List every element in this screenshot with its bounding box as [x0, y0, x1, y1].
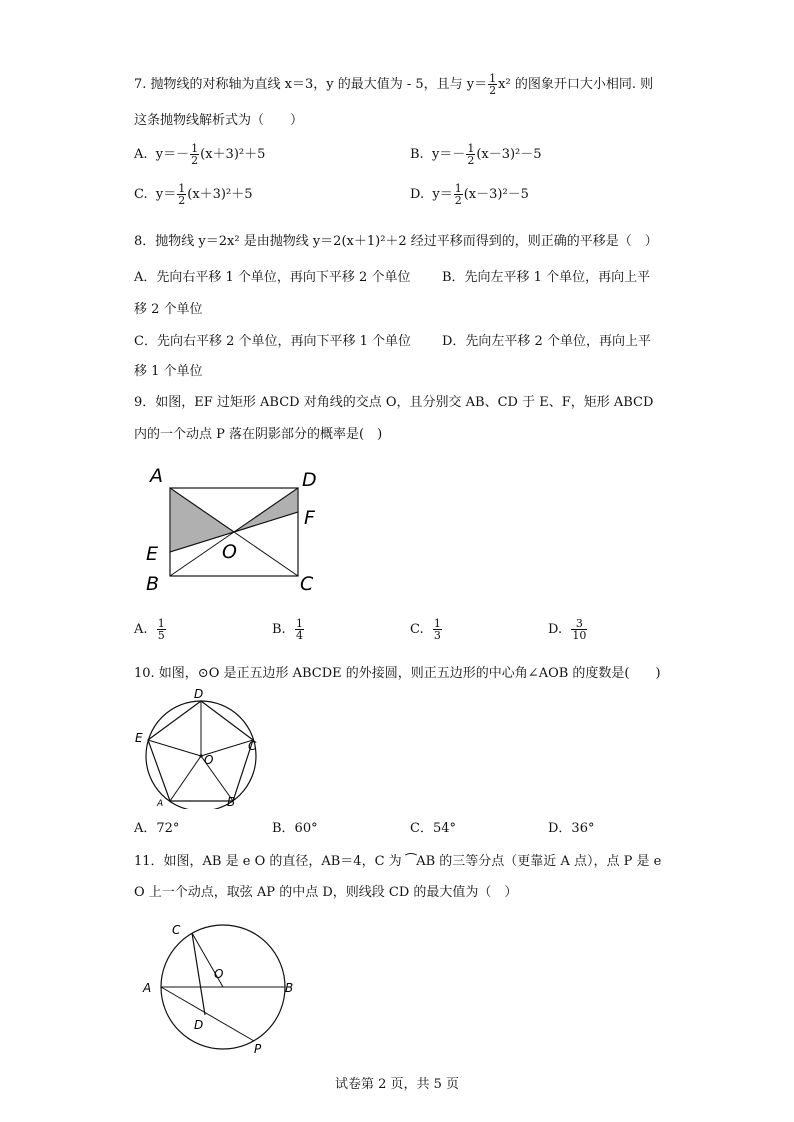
- q7-option-c: C. y＝ $\frac{1}{2}$ (x＋3)²＋5: [134, 182, 253, 207]
- label-p: P: [254, 1042, 262, 1056]
- q9-stem-line1: 9．如图，EF 过矩形 ABCD 对角线的交点 O，且分别交 AB、CD 于 E、F，矩形 ABCD: [134, 395, 654, 410]
- q9-option-b: B. $\frac{1}{4}$: [272, 617, 303, 642]
- label-e: E: [135, 731, 143, 745]
- label-o: O: [222, 541, 237, 563]
- q10-option-c: C．54°: [410, 821, 456, 836]
- label-d: D: [302, 469, 317, 491]
- chord-ap: [161, 987, 254, 1041]
- q10-stem: 10. 如图，⊙O 是正五边形 ABCDE 的外接圆，则正五边形的中心角∠AOB 的度数是( ): [134, 666, 661, 681]
- q10-option-d: D．36°: [548, 821, 595, 836]
- q8-stem: 8．抛物线 y＝2x² 是由抛物线 y＝2(x＋1)²＋2 经过平移而得到的，则正确的平移是（ ）: [134, 234, 658, 249]
- label-c: C: [172, 923, 181, 937]
- label-a: A: [143, 981, 152, 995]
- q9-rectangle-figure: [140, 460, 340, 600]
- q7-option-b: B. y＝－ $\frac{1}{2}$ (x－3)²－5: [410, 142, 542, 167]
- label-c: C: [248, 739, 257, 753]
- q11-circle-figure: [135, 915, 305, 1060]
- q7-stem-line2: 这条抛物线解析式为（ ）: [134, 113, 304, 128]
- label-b: B: [285, 981, 294, 995]
- label-b: B: [227, 795, 236, 809]
- label-f: F: [304, 507, 315, 529]
- page-footer: 试卷第 2 页，共 5 页: [334, 1077, 460, 1092]
- label-a: A: [157, 799, 164, 809]
- label-o: O: [214, 967, 224, 981]
- q7-option-d: D. y＝ $\frac{1}{2}$ (x－3)²－5: [410, 182, 529, 207]
- label-e: E: [146, 543, 159, 565]
- q7-stem-line1: 7. 抛物线的对称轴为直线 x＝3，y 的最大值为 - 5，且与 y＝ $\frac{1}{2}$ x² 的图象开口大小相同. 则: [134, 72, 654, 97]
- center-point: [199, 754, 202, 757]
- q9-option-a: A. $\frac{1}{5}$: [134, 617, 165, 642]
- q10-option-a: A．72°: [134, 821, 180, 836]
- q7-stem-fraction: $\frac{1}{2}$: [489, 72, 497, 97]
- q8-option-b-line1: B．先向左平移 1 个单位，再向上平: [442, 270, 651, 285]
- q11-stem-line1: 11．如图，AB 是 e O 的直径，AB＝4，C 为 ⁀AB 的三等分点（更靠近 A 点），点 P 是 e: [134, 854, 662, 869]
- q8-option-d-line1: D．先向左平移 2 个单位，再向上平: [442, 334, 651, 349]
- q9-option-d: D. $\frac{3}{10}$: [548, 617, 587, 642]
- q7-option-a: A. y＝－ $\frac{1}{2}$ (x＋3)²＋5: [134, 142, 266, 167]
- label-b: B: [146, 573, 160, 595]
- label-o: O: [204, 753, 214, 767]
- q9-option-c: C. $\frac{1}{3}$: [410, 617, 441, 642]
- q8-option-a: A．先向右平移 1 个单位，再向下平移 2 个单位: [134, 270, 411, 285]
- q8-option-b-line2: 移 2 个单位: [134, 302, 203, 317]
- label-d: D: [194, 687, 204, 701]
- q10-pentagon-figure: [135, 684, 270, 809]
- q11-stem-line2: O 上一个动点，取弦 AP 的中点 D，则线段 CD 的最大值为（ ）: [134, 885, 518, 900]
- q8-option-c: C．先向右平移 2 个单位，再向下平移 1 个单位: [134, 334, 412, 349]
- label-d: D: [194, 1018, 204, 1032]
- q10-option-b: B．60°: [272, 821, 318, 836]
- label-c: C: [300, 573, 314, 595]
- q8-option-d-line2: 移 1 个单位: [134, 364, 203, 379]
- label-a: A: [150, 465, 163, 487]
- q9-stem-line2: 内的一个动点 P 落在阴影部分的概率是( ): [134, 427, 383, 442]
